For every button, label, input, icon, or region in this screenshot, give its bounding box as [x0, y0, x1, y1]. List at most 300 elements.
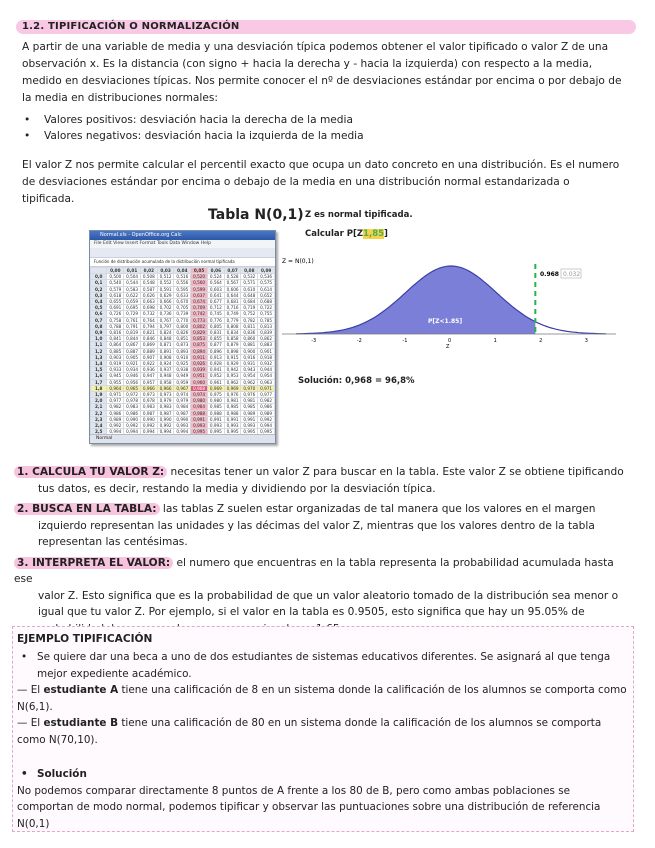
table-cell: 0,881 — [241, 342, 258, 348]
table-cell: 0,595 — [174, 286, 191, 292]
step-3-cont-2: igual que tu valor Z. Por ejemplo, si el valor en la tabla es 0.9505, esto significa que hay un 95.05% de — [38, 606, 585, 618]
table-cell: 0,603 — [207, 286, 224, 292]
table-cell: 0,702 — [157, 305, 174, 311]
table-cell: 0,599 — [191, 286, 208, 292]
table-cell: 0,910 — [174, 354, 191, 360]
table-cell: 0,883 — [258, 342, 275, 348]
table-cell: 0,797 — [157, 323, 174, 329]
window-menu: File Edit View Insert Format Tools Data Window Help — [90, 240, 275, 248]
table-cell: 0,729 — [124, 311, 141, 317]
table-cell: 0,986 — [124, 410, 141, 416]
table-cell: 0,808 — [224, 323, 241, 329]
table-cell: 0,779 — [224, 317, 241, 323]
table-cell: 0,871 — [157, 342, 174, 348]
table-cell: 2,4 — [91, 423, 107, 429]
table-cell: 0,567 — [224, 280, 241, 286]
table-cell: 0,903 — [107, 354, 124, 360]
table-cell: 0,670 — [174, 299, 191, 305]
table-cell: 0,987 — [174, 410, 191, 416]
table-cell: 0,984 — [174, 404, 191, 410]
table-cell: 0,560 — [191, 280, 208, 286]
table-row — [91, 348, 275, 354]
table-cell: 0,684 — [241, 299, 258, 305]
table-cell: 0,971 — [107, 392, 124, 398]
table-header-cell: 0,02 — [140, 268, 157, 274]
table-cell: 0,813 — [258, 323, 275, 329]
steps-list — [14, 464, 634, 641]
table-cell: 0,979 — [157, 398, 174, 404]
table-cell: 0,941 — [207, 367, 224, 373]
table-cell: 0,971 — [258, 385, 275, 391]
prob-value: 0.968 — [540, 271, 559, 278]
table-row — [91, 299, 275, 305]
table-cell: 1,1 — [91, 342, 107, 348]
step-1-cont-1: tus datos, es decir, restando la media y dividiendo por la desviación típica. — [38, 482, 436, 495]
table-cell: 0,785 — [258, 317, 275, 323]
table-cell: 0,652 — [258, 292, 275, 298]
table-cell: 0,516 — [174, 274, 191, 280]
table-cell: 0,958 — [157, 379, 174, 385]
section-heading — [22, 20, 240, 34]
table-header-cell: 0,07 — [224, 268, 241, 274]
table-cell: 1,7 — [91, 379, 107, 385]
table-cell: 0,770 — [174, 317, 191, 323]
table-row — [91, 404, 275, 410]
shaded-label: P[Z<1.85] — [428, 318, 463, 325]
table-cell: 0,776 — [207, 317, 224, 323]
example-title: EJEMPLO TIPIFICACIÓN — [17, 633, 153, 645]
table-cell: 0,994 — [174, 429, 191, 435]
table-cell: 1,2 — [91, 348, 107, 354]
student-b — [17, 715, 629, 748]
section-number: 1.2. — [22, 21, 45, 32]
axis-tick: -1 — [402, 338, 408, 344]
table-cell: 0,919 — [107, 361, 124, 367]
table-cell: 0,994 — [107, 429, 124, 435]
table-cell: 0,788 — [107, 323, 124, 329]
table-cell: 0,606 — [224, 286, 241, 292]
table-header-cell: 0,05 — [191, 268, 208, 274]
table-cell: 0,947 — [140, 373, 157, 379]
table-cell: 0,831 — [207, 330, 224, 336]
table-cell: 0,970 — [241, 385, 258, 391]
table-cell: 1,0 — [91, 336, 107, 342]
table-row — [91, 286, 275, 292]
table-cell: 0,993 — [207, 423, 224, 429]
table-cell: 0,626 — [140, 292, 157, 298]
figure-title: Tabla N(0,1) — [208, 207, 304, 223]
table-cell: 0,961 — [207, 379, 224, 385]
table-header-cell: 0,08 — [241, 268, 258, 274]
table-cell: 0,732 — [140, 311, 157, 317]
bullet-positive: • Valores positivos: desviación hacia la derecha de la media — [22, 112, 364, 128]
table-cell: 0,991 — [224, 416, 241, 422]
table-cell: 0,739 — [174, 311, 191, 317]
table-cell: 0,663 — [140, 299, 157, 305]
table-cell: 0,851 — [174, 336, 191, 342]
table-cell: 0,512 — [157, 274, 174, 280]
table-cell: 0,993 — [224, 423, 241, 429]
table-cell: 0,564 — [207, 280, 224, 286]
example-bullet: • Se quiere dar una beca a uno de dos estudiantes de sistemas educativos diferentes. Se asignará al que tenga mejor expediente académico. — [17, 649, 629, 682]
table-cell: 0,922 — [140, 361, 157, 367]
table-cell: 0,928 — [207, 361, 224, 367]
table-cell: 2,1 — [91, 404, 107, 410]
z-table — [90, 267, 275, 435]
table-row — [91, 305, 275, 311]
table-cell: 0,981 — [224, 398, 241, 404]
table-row — [91, 317, 275, 323]
table-cell: 0,655 — [107, 299, 124, 305]
table-cell: 0,981 — [241, 398, 258, 404]
table-cell: 0,967 — [174, 385, 191, 391]
table-cell: 0,841 — [107, 336, 124, 342]
table-cell: 0,618 — [107, 292, 124, 298]
table-cell: 0,532 — [241, 274, 258, 280]
table-cell: 0,973 — [157, 392, 174, 398]
table-cell: 0,992 — [124, 423, 141, 429]
table-cell: 0,992 — [157, 423, 174, 429]
table-header-cell: 0,06 — [207, 268, 224, 274]
curve-label: Z = N(0,1) — [282, 258, 314, 265]
table-cell: 0,816 — [107, 330, 124, 336]
table-cell: 0,985 — [224, 404, 241, 410]
table-row — [91, 342, 275, 348]
table-cell: 0,805 — [207, 323, 224, 329]
table-cell: 0,929 — [224, 361, 241, 367]
table-cell: 0,7 — [91, 317, 107, 323]
table-cell: 0,853 — [191, 336, 208, 342]
table-cell: 0,800 — [174, 323, 191, 329]
table-cell: 0,962 — [241, 379, 258, 385]
table-cell: 1,3 — [91, 354, 107, 360]
table-cell: 0,862 — [258, 336, 275, 342]
step-3-lead: 3. INTERPRETA EL VALOR: — [14, 557, 173, 569]
table-cell: 0,969 — [207, 385, 224, 391]
table-header-cell: 0,01 — [124, 268, 141, 274]
table-cell: 0,4 — [91, 299, 107, 305]
table-cell: 0,802 — [191, 323, 208, 329]
table-cell: 0,954 — [241, 373, 258, 379]
axis-tick: 2 — [539, 338, 543, 344]
table-cell: 0,925 — [174, 361, 191, 367]
student-b-prefix: — El — [17, 717, 44, 729]
table-cell: 0,974 — [174, 392, 191, 398]
table-cell: 0,791 — [124, 323, 141, 329]
table-cell: 0,926 — [191, 361, 208, 367]
table-row — [91, 385, 275, 391]
table-cell: 0,918 — [258, 354, 275, 360]
table-cell: 0,889 — [140, 348, 157, 354]
table-cell: 0,898 — [224, 348, 241, 354]
step-1-lead: 1. CALCULA TU VALOR Z: — [14, 466, 167, 478]
table-cell: 0,6 — [91, 311, 107, 317]
table-row — [91, 280, 275, 286]
normal-curve-plot — [276, 250, 622, 350]
table-row — [91, 311, 275, 317]
axis-tick: 0 — [448, 338, 452, 344]
table-cell: 0,583 — [124, 286, 141, 292]
table-cell: 0,953 — [224, 373, 241, 379]
table-row — [91, 416, 275, 422]
table-cell: 0,504 — [124, 274, 141, 280]
student-a-prefix: — El — [17, 684, 44, 696]
figure-subtitle: Z es normal tipificada. — [305, 210, 413, 220]
table-cell: 0,983 — [140, 404, 157, 410]
table-cell: 0,885 — [107, 348, 124, 354]
table-row — [91, 392, 275, 398]
table-cell: 0,773 — [191, 317, 208, 323]
shaded-area — [296, 266, 535, 334]
table-cell: 0,755 — [258, 311, 275, 317]
table-cell: 0,908 — [157, 354, 174, 360]
table-cell: 0,956 — [124, 379, 141, 385]
table-cell: 0,821 — [140, 330, 157, 336]
table-cell: 0,891 — [157, 348, 174, 354]
window-toolbar — [90, 248, 275, 258]
step-3-text: el numero que encuentras en la tabla representa la probabilidad acumulada hasta ese — [14, 556, 614, 585]
table-cell: 0,681 — [224, 299, 241, 305]
step-2-cont-1: izquierdo representan las unidades y las décimas del valor Z, mientras que los valores dentro de la tabla — [38, 519, 595, 532]
table-cell: 0,9 — [91, 330, 107, 336]
table-cell: 0,836 — [241, 330, 258, 336]
table-cell: 0,987 — [157, 410, 174, 416]
calc-prefix: Calcular P[Z — [305, 229, 364, 239]
step-3 — [14, 555, 634, 638]
table-cell: 0,982 — [107, 404, 124, 410]
table-cell: 0,726 — [107, 311, 124, 317]
sheet-tab: Normal — [90, 434, 276, 443]
table-cell: 0,508 — [140, 274, 157, 280]
figure-calc — [305, 229, 388, 239]
table-cell: 0,985 — [241, 404, 258, 410]
table-cell: 0,995 — [224, 429, 241, 435]
table-cell: 0,911 — [191, 354, 208, 360]
table-cell: 0,990 — [174, 416, 191, 422]
table-cell: 0,992 — [107, 423, 124, 429]
table-row — [91, 423, 275, 429]
table-cell: 0,674 — [191, 299, 208, 305]
table-cell: 0,993 — [174, 423, 191, 429]
table-cell: 0,722 — [258, 305, 275, 311]
table-cell: 0,994 — [140, 429, 157, 435]
table-cell: 0,677 — [207, 299, 224, 305]
table-cell: 0,875 — [191, 342, 208, 348]
student-a — [17, 682, 629, 715]
table-cell: 1,9 — [91, 392, 107, 398]
table-cell: 0,990 — [157, 416, 174, 422]
table-cell: 0,977 — [258, 392, 275, 398]
table-cell: 0,916 — [241, 354, 258, 360]
axis-tick: -2 — [356, 338, 362, 344]
table-cell: 2,5 — [91, 429, 107, 435]
table-cell: 0,614 — [258, 286, 275, 292]
section-title: TIPIFICACIÓN O NORMALIZACIÓN — [48, 21, 240, 32]
table-cell: 0,983 — [124, 404, 141, 410]
table-cell: 0,979 — [174, 398, 191, 404]
step-2-text: las tablas Z suelen estar organizadas de tal manera que los valores en el margen — [159, 503, 596, 515]
table-cell: 0,782 — [241, 317, 258, 323]
table-cell: 0,879 — [224, 342, 241, 348]
table-cell: 0,946 — [124, 373, 141, 379]
table-row — [91, 373, 275, 379]
bullet-negative: • Valores negativos: desviación hacia la izquierda de la media — [22, 128, 364, 144]
table-cell: 0,540 — [107, 280, 124, 286]
table-cell: 0,980 — [207, 398, 224, 404]
table-cell: 0,629 — [157, 292, 174, 298]
table-cell: 0,942 — [224, 367, 241, 373]
table-cell: 0,610 — [241, 286, 258, 292]
table-cell: 2,2 — [91, 410, 107, 416]
example-box — [12, 626, 634, 832]
table-cell: 1,6 — [91, 373, 107, 379]
step-2-cont-2: representan las centésimas. — [38, 536, 188, 548]
table-cell: 0,931 — [241, 361, 258, 367]
table-cell: 0,500 — [107, 274, 124, 280]
table-cell: 0,963 — [258, 379, 275, 385]
table-cell: 0,749 — [224, 311, 241, 317]
table-cell: 0,991 — [207, 416, 224, 422]
formula-bar: Función de distribución acumulada de la distribución normal tipificada — [90, 258, 275, 267]
table-cell: 0,982 — [258, 398, 275, 404]
table-cell: 0,984 — [191, 404, 208, 410]
table-cell: 0,637 — [191, 292, 208, 298]
table-cell: 0,994 — [124, 429, 141, 435]
table-cell: 0,712 — [207, 305, 224, 311]
table-cell: 0,988 — [207, 410, 224, 416]
table-cell: 0,993 — [191, 423, 208, 429]
intro-bullets — [22, 112, 364, 144]
table-cell: 0,666 — [157, 299, 174, 305]
table-cell: 0,995 — [191, 429, 208, 435]
table-cell: 0,987 — [140, 410, 157, 416]
table-cell: 0,579 — [107, 286, 124, 292]
table-cell: 0,736 — [157, 311, 174, 317]
table-row — [91, 336, 275, 342]
table-cell: 0,976 — [224, 392, 241, 398]
table-row — [91, 367, 275, 373]
table-cell: 0,839 — [258, 330, 275, 336]
solution-text: No podemos comparar directamente 8 puntos de A frente a los 80 de B, pero como ambas poblaciones se comportan de modo normal, podemos tipificar y observar las puntuaciones sobre una distribución de referencia N(0,1) — [17, 784, 601, 830]
table-cell: 0,742 — [191, 311, 208, 317]
table-cell: 0,937 — [157, 367, 174, 373]
table-cell: 0,819 — [124, 330, 141, 336]
table-cell: 0,695 — [124, 305, 141, 311]
table-cell: 0,900 — [241, 348, 258, 354]
table-cell: 0,915 — [224, 354, 241, 360]
table-cell: 0,993 — [241, 423, 258, 429]
table-cell: 0,752 — [241, 311, 258, 317]
table-cell: 0,0 — [91, 274, 107, 280]
table-header-cell: 0,03 — [157, 268, 174, 274]
table-header-cell: 0,00 — [107, 268, 124, 274]
step-2-lead: 2. BUSCA EN LA TABLA: — [14, 503, 160, 515]
table-row — [91, 410, 275, 416]
table-cell: 0,587 — [140, 286, 157, 292]
table-cell: 0,951 — [191, 373, 208, 379]
table-row — [91, 379, 275, 385]
table-cell: 0,989 — [241, 410, 258, 416]
table-cell: 0,988 — [224, 410, 241, 416]
table-cell: 0,980 — [191, 398, 208, 404]
table-cell: 0,644 — [224, 292, 241, 298]
table-cell: 0,960 — [191, 379, 208, 385]
table-cell: 0,887 — [124, 348, 141, 354]
table-cell: 0,936 — [140, 367, 157, 373]
table-cell: 0,990 — [140, 416, 157, 422]
student-b-label: estudiante B — [43, 717, 119, 729]
axis-tick: 1 — [493, 338, 497, 344]
table-cell: 0,877 — [207, 342, 224, 348]
table-cell: 0,933 — [107, 367, 124, 373]
axis-ticks — [311, 338, 588, 344]
calc-value: 1,85 — [363, 229, 385, 239]
table-cell: 0,988 — [191, 410, 208, 416]
table-cell: 0,848 — [157, 336, 174, 342]
table-cell: 0,954 — [258, 373, 275, 379]
table-row — [91, 330, 275, 336]
table-cell: 0,844 — [124, 336, 141, 342]
table-cell: 0,716 — [224, 305, 241, 311]
table-cell: 0,524 — [207, 274, 224, 280]
table-cell: 0,991 — [241, 416, 258, 422]
table-cell: 0,986 — [107, 410, 124, 416]
table-cell: 0,571 — [241, 280, 258, 286]
table-cell: 0,944 — [258, 367, 275, 373]
table-cell: 0,659 — [124, 299, 141, 305]
table-cell: 0,622 — [124, 292, 141, 298]
table-cell: 0,705 — [174, 305, 191, 311]
student-a-text: tiene una calificación de 8 en un sistema donde la calificación de los alumnos se comporta como N(6,1). — [17, 684, 627, 713]
table-cell: 0,989 — [258, 410, 275, 416]
table-cell: 1,5 — [91, 367, 107, 373]
table-cell: 0,858 — [224, 336, 241, 342]
table-cell: 0,976 — [241, 392, 258, 398]
table-cell: 0,907 — [140, 354, 157, 360]
table-cell: 0,975 — [207, 392, 224, 398]
table-cell: 0,873 — [174, 342, 191, 348]
table-cell: 0,893 — [174, 348, 191, 354]
step-2 — [14, 501, 634, 551]
table-cell: 0,811 — [241, 323, 258, 329]
table-cell: 0,648 — [241, 292, 258, 298]
table-row — [91, 323, 275, 329]
table-row — [91, 361, 275, 367]
table-cell: 0,969 — [224, 385, 241, 391]
table-cell: 0,591 — [157, 286, 174, 292]
table-cell: 0,924 — [157, 361, 174, 367]
table-cell: 0,943 — [241, 367, 258, 373]
table-cell: 0,520 — [191, 274, 208, 280]
table-cell: 0,964 — [107, 385, 124, 391]
table-cell: 0,991 — [191, 416, 208, 422]
intro-paragraph: A partir de una variable de media y una desviación típica podemos obtener el valor tipificado o valor Z de una observación x. Es la distancia (con signo + hacia la derecha y - hacia la izquierda) con respecto a la media, medido en desviaciones típicas. Nos permite conocer el nº de desviaciones estándar por encima o por debajo de la media en distribuciones normales: — [22, 41, 622, 104]
table-cell: 0,957 — [140, 379, 157, 385]
table-cell: 0,995 — [241, 429, 258, 435]
table-cell: 0,913 — [207, 354, 224, 360]
table-cell: 0,688 — [258, 299, 275, 305]
student-b-text: tiene una calificación de 80 en un sistema donde la calificación de los alumnos se comporta como N(70,10). — [17, 717, 602, 746]
table-cell: 0,952 — [207, 373, 224, 379]
table-cell: 0,962 — [224, 379, 241, 385]
step-1-text: necesitas tener un valor Z para buscar en la tabla. Este valor Z se obtiene tipificando — [167, 466, 624, 478]
table-row — [91, 292, 275, 298]
student-a-label: estudiante A — [43, 684, 119, 696]
table-cell: 0,966 — [157, 385, 174, 391]
table-cell: 0,794 — [140, 323, 157, 329]
table-cell: 0,761 — [124, 317, 141, 323]
table-cell: 0,973 — [140, 392, 157, 398]
